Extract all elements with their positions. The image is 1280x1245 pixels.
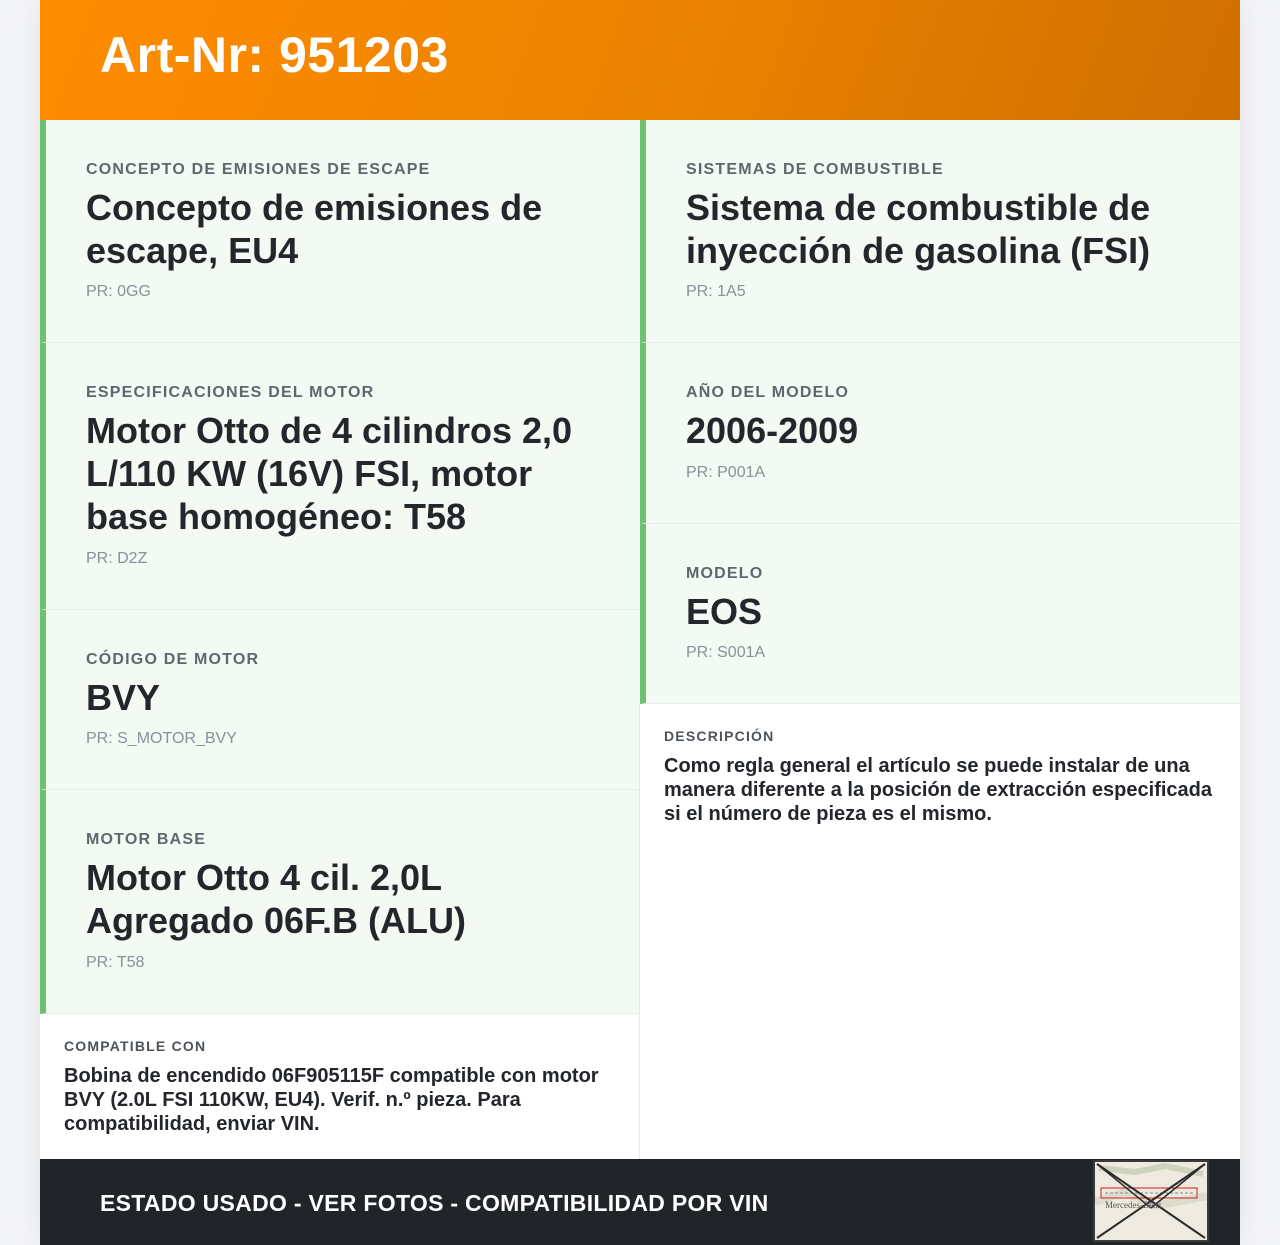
card-pr-code: PR: T58 xyxy=(86,954,145,971)
description-section xyxy=(640,728,1240,826)
right-column xyxy=(640,120,1240,704)
compatible-label: COMPATIBLE CON xyxy=(64,1038,207,1054)
card-label: SISTEMAS DE COMBUSTIBLE xyxy=(686,161,944,178)
card-engine-code xyxy=(40,610,640,790)
article-number-title: Art-Nr: 951203 xyxy=(100,27,449,83)
footer-bar xyxy=(40,1159,1240,1245)
compatible-section xyxy=(40,1038,640,1136)
description-text: Como regla general el artículo se puede instalar de una manera diferente a la posición de extracción especificada si el número de pieza es el mismo. xyxy=(664,755,1212,825)
card-base-engine xyxy=(40,790,640,1014)
card-pr-code: PR: S001A xyxy=(686,644,766,661)
card-value: Sistema de combustible de inyección de gasolina (FSI) xyxy=(686,187,1151,271)
card-value: EOS xyxy=(686,591,763,632)
description-label: DESCRIPCIÓN xyxy=(664,728,775,744)
card-label: AÑO DEL MODELO xyxy=(686,384,850,401)
product-sheet xyxy=(40,0,1240,1245)
card-pr-code: PR: P001A xyxy=(686,464,766,481)
card-engine-specs xyxy=(40,343,640,610)
card-label: CONCEPTO DE EMISIONES DE ESCAPE xyxy=(86,161,431,178)
card-value: Motor Otto 4 cil. 2,0L Agregado 06F.B (ALU) xyxy=(86,857,467,941)
card-label: MODELO xyxy=(686,565,764,582)
footer-status-text: ESTADO USADO - VER FOTOS - COMPATIBILIDAD POR VIN xyxy=(100,1190,769,1216)
compatible-text: Bobina de encendido 06F905115F compatible con motor BVY (2.0L FSI 110KW, EU4). Verif. n.º pieza. Para compatibilidad, enviar VIN. xyxy=(64,1065,599,1135)
envelope-label-icon[interactable] xyxy=(1093,1160,1209,1242)
thumbnail-label-text: Mercedes-Benz xyxy=(1105,1200,1162,1210)
card-model xyxy=(640,524,1240,704)
envelope-label-graphic xyxy=(1095,1162,1207,1240)
card-pr-code: PR: 0GG xyxy=(86,283,151,300)
card-value: Concepto de emisiones de escape, EU4 xyxy=(86,187,543,271)
card-value: Motor Otto de 4 cilindros 2,0 L/110 KW (16V) FSI, motor base homogéneo: T58 xyxy=(86,410,573,537)
card-pr-code: PR: D2Z xyxy=(86,550,148,567)
card-value: BVY xyxy=(86,677,161,718)
card-value: 2006-2009 xyxy=(686,410,859,451)
card-model-year xyxy=(640,343,1240,524)
header-banner xyxy=(40,0,1240,120)
column-divider xyxy=(639,704,640,1159)
card-exhaust-emissions xyxy=(40,120,640,343)
card-pr-code: PR: S_MOTOR_BVY xyxy=(86,730,237,747)
left-column xyxy=(40,120,640,1014)
card-label: CÓDIGO DE MOTOR xyxy=(86,651,260,668)
card-fuel-systems xyxy=(640,120,1240,343)
card-label: MOTOR BASE xyxy=(86,831,207,848)
card-pr-code: PR: 1A5 xyxy=(686,283,746,300)
card-label: ESPECIFICACIONES DEL MOTOR xyxy=(86,384,375,401)
